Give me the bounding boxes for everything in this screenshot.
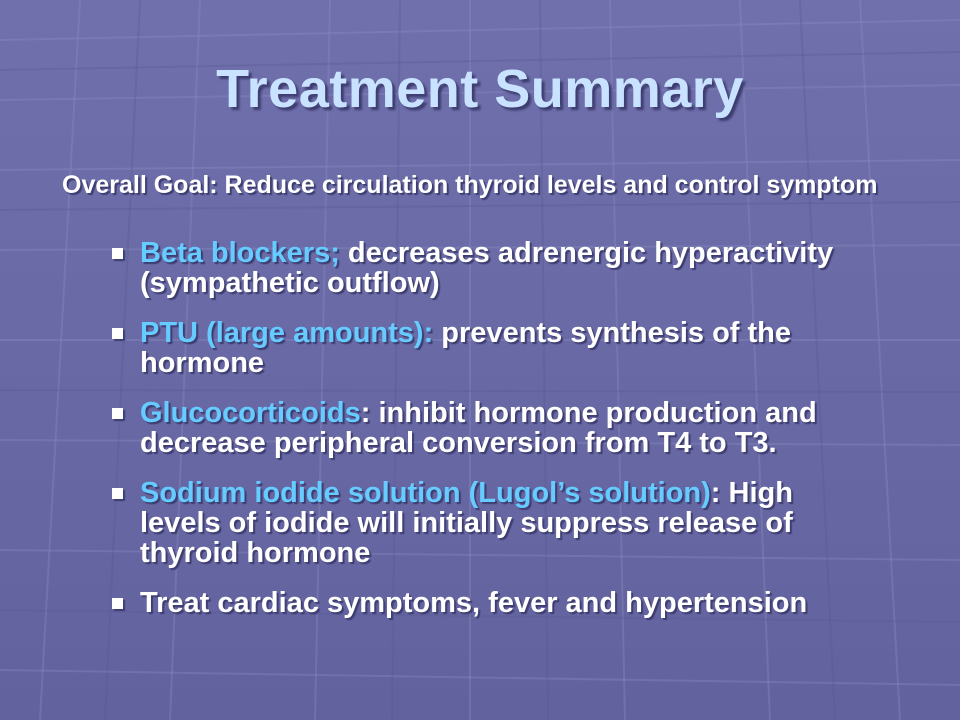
bullet-ptu <box>110 318 880 378</box>
bullet-sodium-iodide <box>110 478 880 568</box>
bullet-highlight: PTU (large amounts): <box>140 317 434 349</box>
bullet-text: Treat cardiac symptoms, fever and hypertension <box>140 587 808 619</box>
square-bullet-icon <box>112 598 123 609</box>
square-bullet-icon <box>112 488 123 499</box>
bullet-highlight: Glucocorticoids <box>140 397 361 429</box>
bullet-text: prevents synthesis of the hormone <box>140 317 792 379</box>
bullet-glucocorticoids <box>110 398 880 458</box>
square-bullet-icon <box>112 408 123 419</box>
bullet-beta-blockers <box>110 238 880 298</box>
square-bullet-icon <box>112 248 123 259</box>
bullet-text: decreases adrenergic hyperactivity (sympathetic outflow) <box>140 237 834 299</box>
square-bullet-icon <box>112 328 123 339</box>
treatment-bullet-list <box>110 238 880 638</box>
bullet-text: : inhibit hormone production and decrease peripheral conversion from T4 to T3. <box>140 397 817 459</box>
bullet-treat-cardiac <box>110 588 880 618</box>
bullet-text: : High levels of iodide will initially suppress release of thyroid hormone <box>140 477 793 569</box>
slide-title: Treatment Summary <box>216 59 744 119</box>
bullet-highlight: Sodium iodide solution (Lugol’s solution) <box>140 477 711 509</box>
overall-goal-text: Overall Goal: Reduce circulation thyroid levels and control symptom <box>62 171 878 199</box>
bullet-highlight: Beta blockers; <box>140 237 340 269</box>
